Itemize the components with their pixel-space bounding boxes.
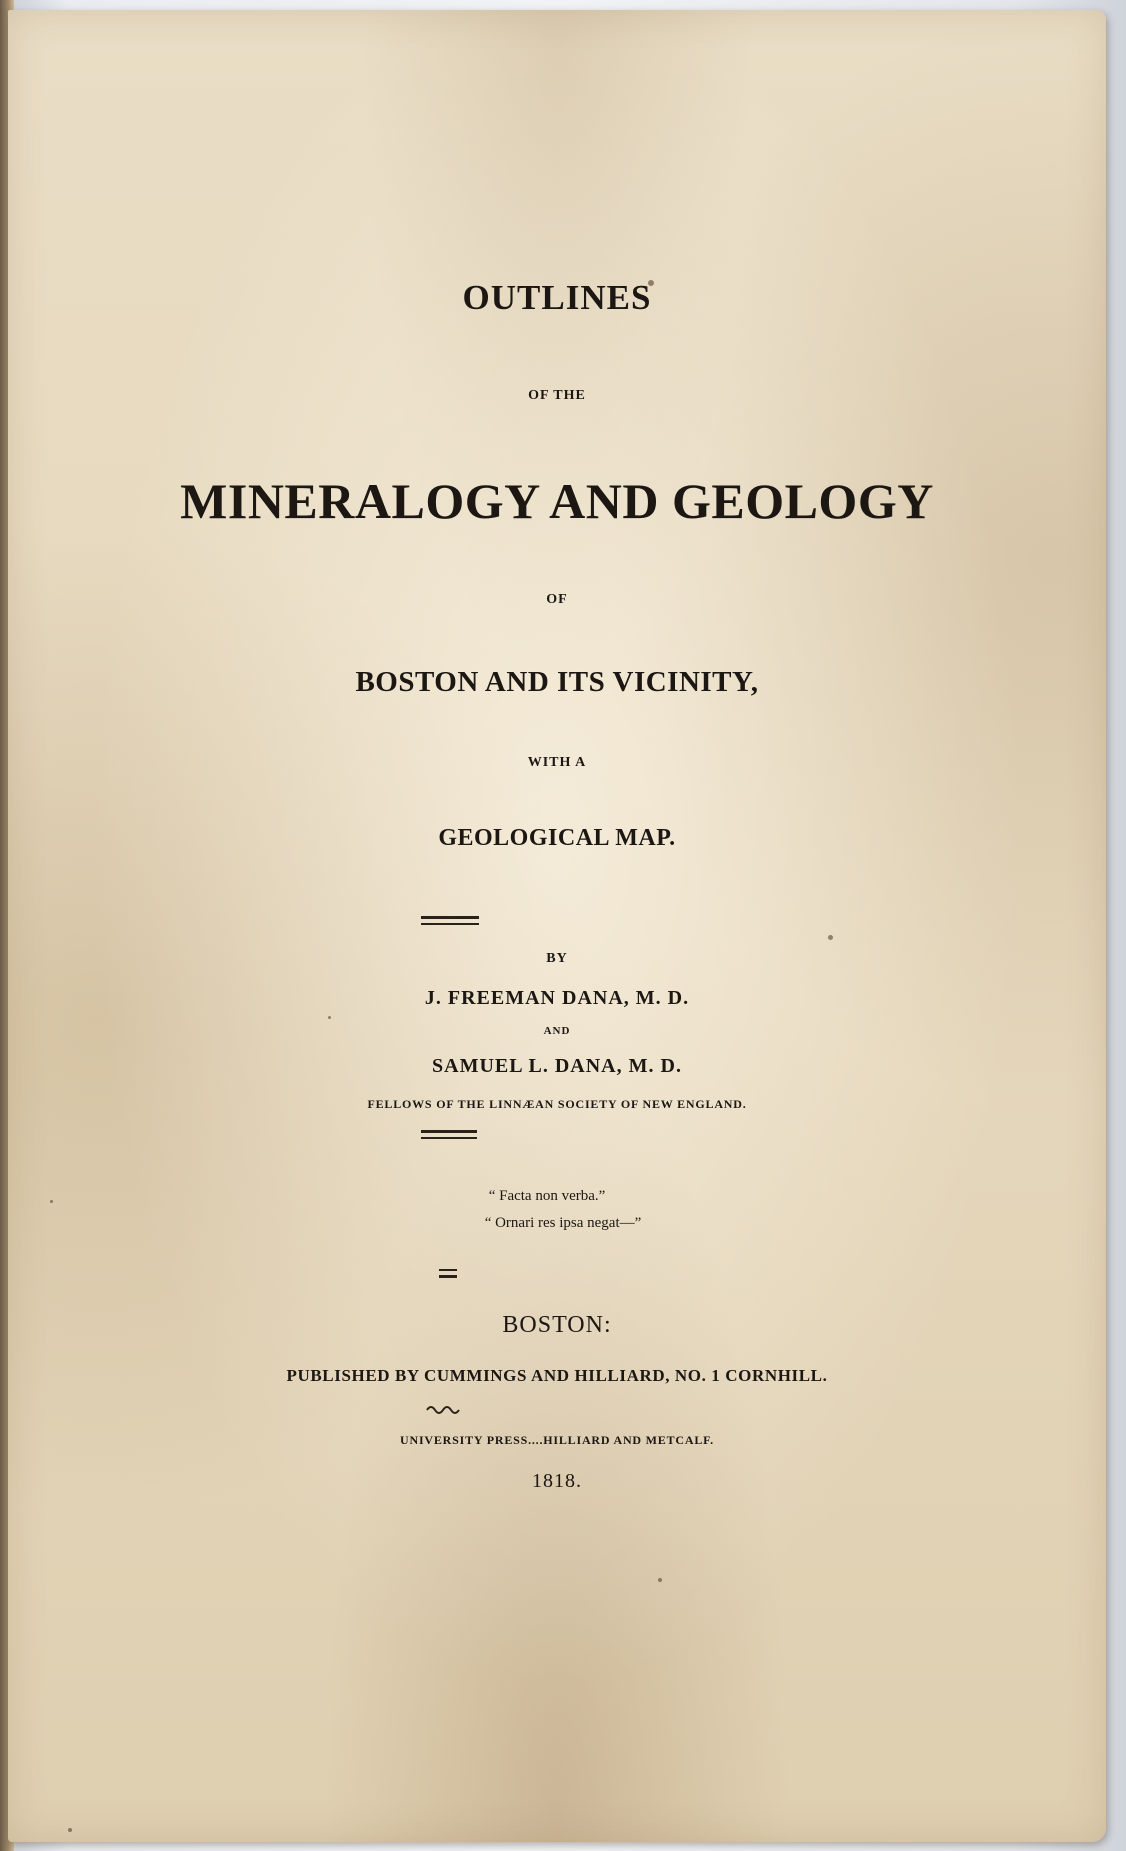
short-rule: [439, 1269, 457, 1271]
author-two: SAMUEL L. DANA, M. D.: [432, 1055, 682, 1077]
map-title: GEOLOGICAL MAP.: [438, 825, 676, 851]
of-text: OF: [546, 592, 568, 607]
paper-fleck: [658, 1578, 662, 1582]
of-the-text: OF THE: [528, 388, 586, 403]
paper-fleck: [328, 1016, 331, 1019]
press-line: UNIVERSITY PRESS....HILLIARD AND METCALF.: [400, 1433, 714, 1447]
paper-fleck: [68, 1828, 72, 1832]
place-title: BOSTON AND ITS VICINITY,: [355, 666, 759, 698]
title-outlines: OUTLINES: [462, 278, 652, 317]
title-page: [8, 10, 1106, 1842]
motto-two: “ Ornari res ipsa negat—”: [484, 1215, 642, 1231]
squiggle-ornament: [426, 1402, 462, 1414]
double-rule-top: [421, 916, 479, 919]
and-text: AND: [543, 1025, 571, 1037]
double-rule-top: [421, 923, 479, 925]
with-a-text: WITH A: [527, 755, 587, 770]
fellows-line: FELLOWS OF THE LINNÆAN SOCIETY OF NEW ENGLAND.: [367, 1097, 747, 1111]
paper-fleck: [828, 935, 833, 940]
author-one: J. FREEMAN DANA, M. D.: [424, 987, 690, 1009]
motto-one: “ Facta non verba.”: [488, 1188, 606, 1204]
double-rule-middle: [421, 1137, 477, 1139]
double-rule-middle: [421, 1130, 477, 1133]
city-text: BOSTON:: [502, 1312, 612, 1338]
main-title: MINERALOGY AND GEOLOGY: [180, 473, 934, 529]
by-text: BY: [546, 951, 568, 966]
short-rule: [439, 1275, 457, 1278]
publisher-line: PUBLISHED BY CUMMINGS AND HILLIARD, NO. 1 CORNHILL.: [286, 1366, 828, 1385]
year-text: 1818.: [532, 1470, 582, 1492]
